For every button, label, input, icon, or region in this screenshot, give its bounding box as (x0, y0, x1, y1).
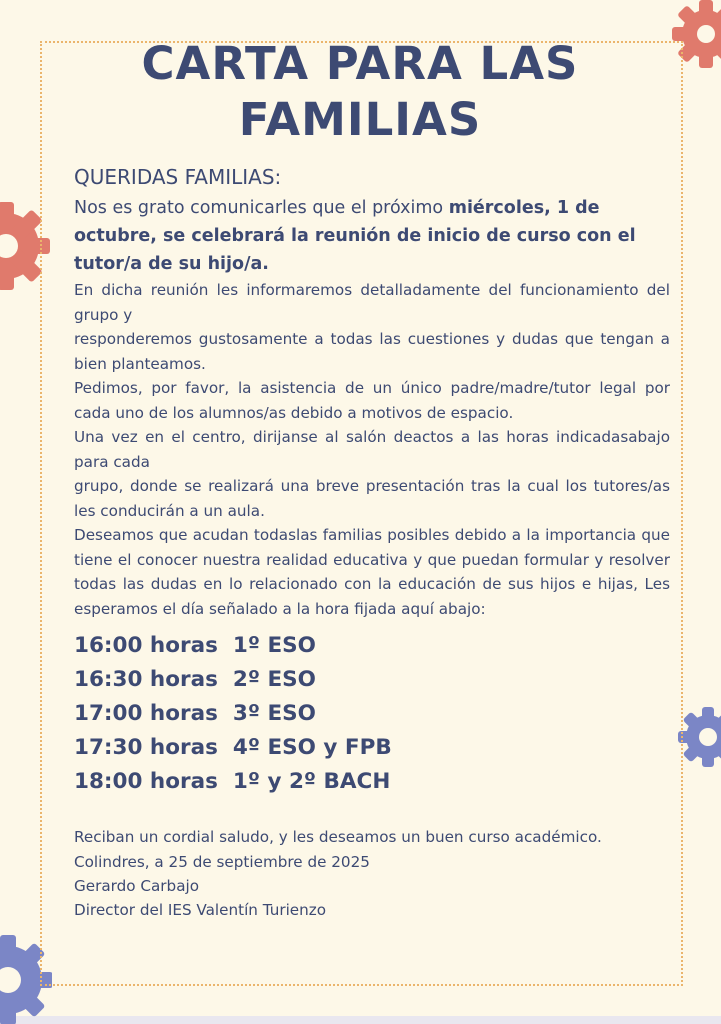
body-paragraph: grupo, donde se realizará una breve presentación tras la cual los tutores/as les conducirán a un aula. (74, 477, 670, 520)
greeting: QUERIDAS FAMILIAS: (74, 165, 282, 189)
gear-icon (678, 703, 721, 773)
title-line-2: FAMILIAS (238, 93, 482, 146)
body-paragraph: Deseamos que acudan todaslas familias posibles debido a la importancia que tiene el conocer nuestra realidad educativa y que puedan formular y resolver todas las dudas en lo relacionado con la educación de sus hijos e hijas, Les esperamos el día señalado a la hora fijada aquí abajo: (74, 526, 670, 618)
body-paragraph: responderemos gustosamente a todas las cuestiones y dudas que tengan a bien planteamos. (74, 330, 670, 373)
schedule-list (74, 629, 670, 799)
schedule-item: 17:00 horas 3º ESO (74, 701, 316, 726)
letter-body (74, 162, 670, 922)
signer-name: Gerardo Carbajo (74, 876, 200, 895)
place-date: Colindres, a 25 de septiembre de 2025 (74, 852, 370, 871)
body-paragraph: Pedimos, por favor, la asistencia de un único padre/madre/tutor legal por cada uno de los alumnos/as debido a motivos de espacio. (74, 379, 670, 422)
schedule-item: 16:30 horas 2º ESO (74, 667, 316, 692)
body-paragraph: Una vez en el centro, dirijanse al salón deactos a las horas indicadasabajo para cada (74, 428, 670, 471)
page-bottom-edge (0, 1016, 721, 1024)
intro-paragraph (74, 194, 670, 278)
schedule-item: 16:00 horas 1º ESO (74, 633, 316, 658)
title-line-1: CARTA PARA LAS (141, 37, 579, 90)
body-paragraph: En dicha reunión les informaremos detalladamente del funcionamiento del grupo y (74, 281, 670, 324)
intro-meeting-date: miércoles, 1 de octubre, se celebrará la reunión de inicio de curso con el tutor/a de su hijo/a. (74, 198, 636, 274)
intro-lead: Nos es grato comunicarles que el próximo (74, 198, 449, 218)
schedule-item: 17:30 horas 4º ESO y FPB (74, 735, 392, 760)
letter-title (60, 36, 660, 148)
schedule-item: 18:00 horas 1º y 2º BACH (74, 769, 391, 794)
farewell: Reciban un cordial saludo, y les deseamos un buen curso académico. (74, 828, 602, 846)
signer-role: Director del IES Valentín Turienzo (74, 900, 327, 919)
closing-block (74, 825, 670, 922)
